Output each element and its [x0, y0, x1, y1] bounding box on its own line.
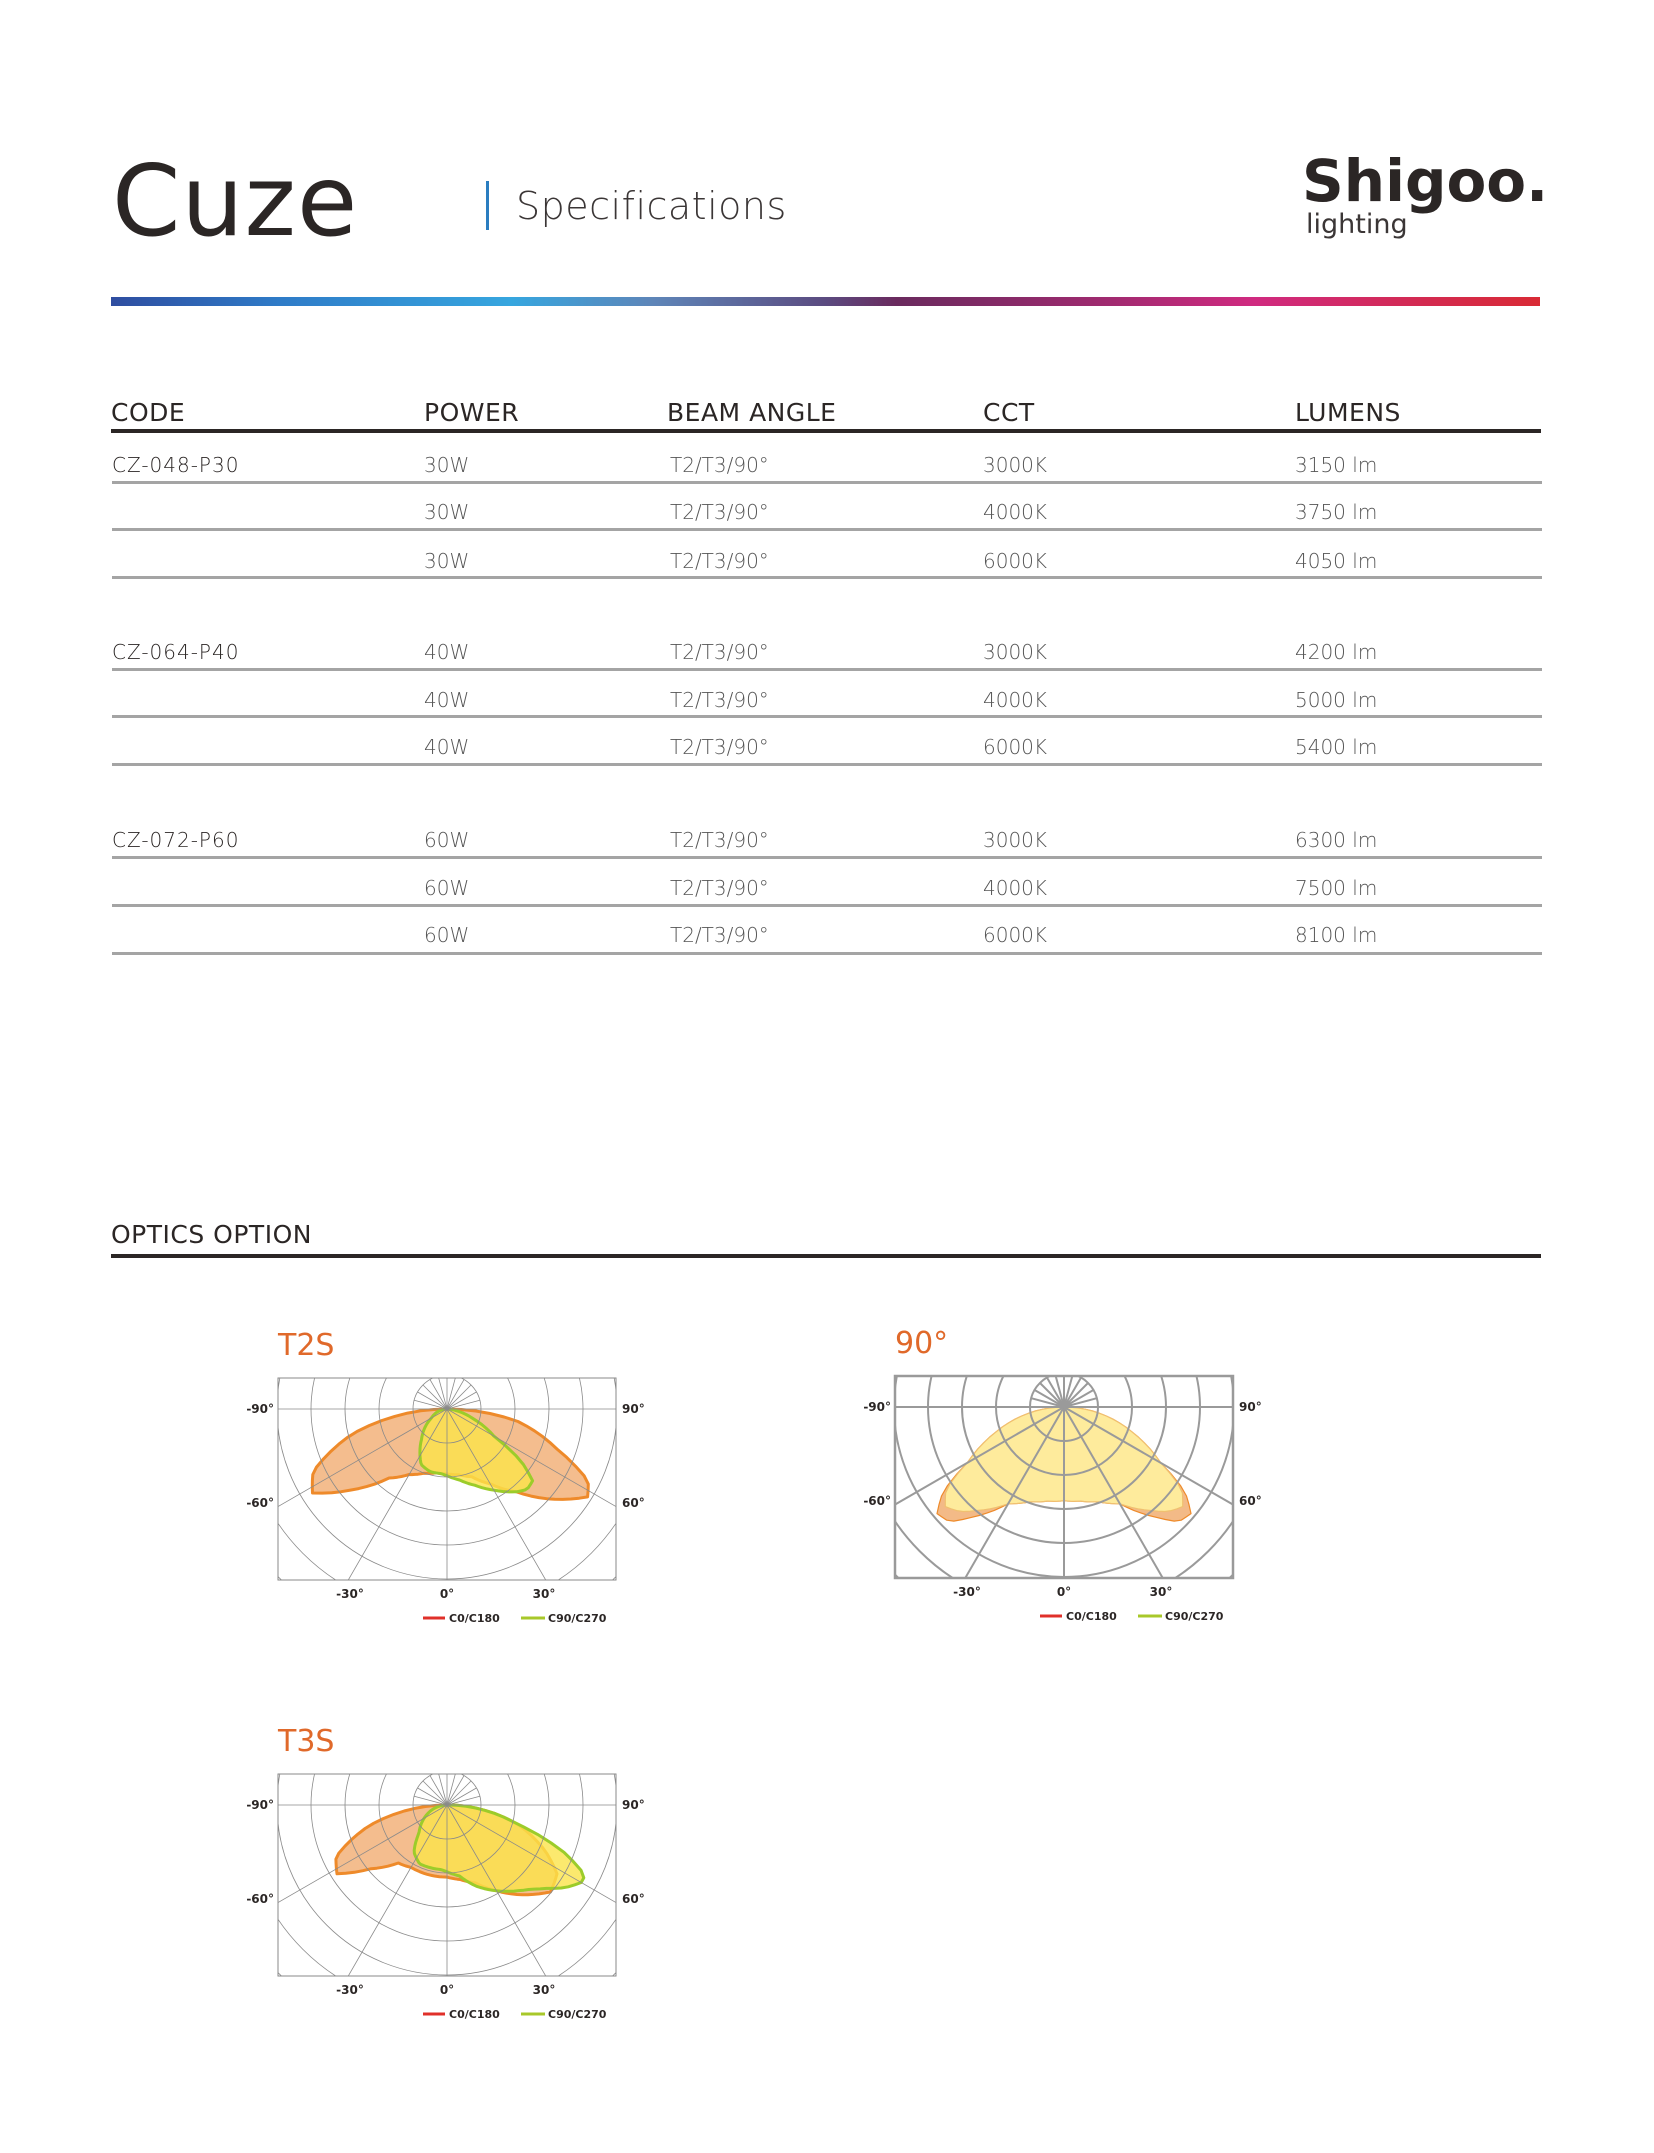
cell-power: 30W — [424, 549, 470, 573]
cell-beam: T2/T3/90° — [670, 688, 769, 712]
row-rule — [112, 904, 1542, 907]
chart-title: T3S — [278, 1724, 335, 1759]
axis-label-bottom: 30° — [532, 1587, 556, 1601]
axis-label-bottom: 0° — [439, 1983, 455, 1997]
polar-chart-90 — [845, 1326, 1265, 1656]
cell-code: CZ-072-P60 — [112, 828, 240, 852]
polar-chart-t3s — [228, 1724, 648, 2054]
cell-cct: 3000K — [983, 828, 1048, 852]
brand-logo — [1302, 146, 1552, 256]
legend-label-c90: C90/C270 — [548, 2008, 607, 2021]
legend-label-c90: C90/C270 — [1165, 1610, 1224, 1623]
axis-label-right: 60° — [1239, 1494, 1262, 1508]
row-rule — [112, 668, 1542, 671]
cell-lumens: 7500 lm — [1295, 876, 1378, 900]
cell-power: 30W — [424, 500, 470, 524]
axis-label-bottom: 30° — [1149, 1585, 1173, 1599]
row-rule — [112, 481, 1542, 484]
grid-spoke — [447, 1409, 793, 1609]
chart-title: T2S — [278, 1328, 335, 1363]
axis-label-right: 60° — [622, 1892, 645, 1906]
cell-lumens: 5000 lm — [1295, 688, 1378, 712]
axis-label-bottom: -30° — [336, 1983, 364, 1997]
cell-beam: T2/T3/90° — [670, 923, 769, 947]
polar-plot — [228, 1328, 648, 1658]
cell-code: CZ-064-P40 — [112, 640, 240, 664]
header-cct: CCT — [983, 398, 1035, 427]
cell-cct: 3000K — [983, 640, 1048, 664]
chart-title: 90° — [895, 1326, 949, 1361]
cell-cct: 4000K — [983, 688, 1048, 712]
axis-label-bottom: 30° — [532, 1983, 556, 1997]
axis-label-right: 90° — [622, 1402, 645, 1416]
cell-cct: 6000K — [983, 549, 1048, 573]
axis-label-left: -60° — [863, 1494, 891, 1508]
axis-label-left: -60° — [246, 1892, 274, 1906]
cell-lumens: 4050 lm — [1295, 549, 1378, 573]
cell-beam: T2/T3/90° — [670, 735, 769, 759]
title-divider — [486, 181, 489, 230]
cell-cct: 4000K — [983, 876, 1048, 900]
polar-chart-t2s — [228, 1328, 648, 1658]
gradient-divider — [111, 297, 1540, 306]
cell-beam: T2/T3/90° — [670, 828, 769, 852]
cell-cct: 3000K — [983, 453, 1048, 477]
logo-wordmark: Shigoo. — [1302, 147, 1549, 215]
cell-beam: T2/T3/90° — [670, 500, 769, 524]
axis-label-bottom: 0° — [439, 1587, 455, 1601]
row-rule — [112, 576, 1542, 579]
legend-label-c0: C0/C180 — [449, 1612, 500, 1625]
axis-label-left: -90° — [863, 1400, 891, 1414]
axis-label-left: -60° — [246, 1496, 274, 1510]
axis-label-right: 60° — [622, 1496, 645, 1510]
row-rule — [112, 528, 1542, 531]
axis-label-right: 90° — [622, 1798, 645, 1812]
header-rule — [111, 429, 1541, 433]
cell-lumens: 4200 lm — [1295, 640, 1378, 664]
polar-plot — [845, 1326, 1265, 1656]
page-subtitle: Specifications — [516, 184, 787, 228]
cell-lumens: 3750 lm — [1295, 500, 1378, 524]
cell-power: 30W — [424, 453, 470, 477]
header-lumens: LUMENS — [1295, 398, 1401, 427]
cell-cct: 6000K — [983, 735, 1048, 759]
axis-label-bottom: -30° — [336, 1587, 364, 1601]
optics-section-title: OPTICS OPTION — [111, 1220, 312, 1249]
header-beam-angle: BEAM ANGLE — [667, 398, 837, 427]
row-rule — [112, 715, 1542, 718]
legend-label-c0: C0/C180 — [449, 2008, 500, 2021]
cell-power: 60W — [424, 876, 470, 900]
row-rule — [112, 763, 1542, 766]
page-title: Cuze — [112, 145, 359, 259]
cell-power: 60W — [424, 923, 470, 947]
cell-beam: T2/T3/90° — [670, 640, 769, 664]
axis-label-left: -90° — [246, 1402, 274, 1416]
axis-label-left: -90° — [246, 1798, 274, 1812]
axis-label-right: 90° — [1239, 1400, 1262, 1414]
cell-code: CZ-048-P30 — [112, 453, 240, 477]
cell-beam: T2/T3/90° — [670, 876, 769, 900]
row-rule — [112, 856, 1542, 859]
cell-cct: 6000K — [983, 923, 1048, 947]
cell-power: 40W — [424, 735, 470, 759]
optics-rule — [111, 1254, 1541, 1258]
grid-spoke — [447, 1805, 793, 2005]
row-rule — [112, 952, 1542, 955]
cell-lumens: 5400 lm — [1295, 735, 1378, 759]
cell-power: 40W — [424, 640, 470, 664]
cell-lumens: 3150 lm — [1295, 453, 1378, 477]
header-power: POWER — [424, 398, 520, 427]
legend-label-c0: C0/C180 — [1066, 1610, 1117, 1623]
cell-beam: T2/T3/90° — [670, 453, 769, 477]
cell-lumens: 8100 lm — [1295, 923, 1378, 947]
legend-label-c90: C90/C270 — [548, 1612, 607, 1625]
cell-beam: T2/T3/90° — [670, 549, 769, 573]
header-code: CODE — [111, 398, 186, 427]
polar-plot — [228, 1724, 648, 2054]
cell-lumens: 6300 lm — [1295, 828, 1378, 852]
axis-label-bottom: 0° — [1056, 1585, 1072, 1599]
logo-tagline: lighting — [1306, 209, 1408, 240]
axis-label-bottom: -30° — [953, 1585, 981, 1599]
cell-power: 60W — [424, 828, 470, 852]
cell-power: 40W — [424, 688, 470, 712]
cell-cct: 4000K — [983, 500, 1048, 524]
